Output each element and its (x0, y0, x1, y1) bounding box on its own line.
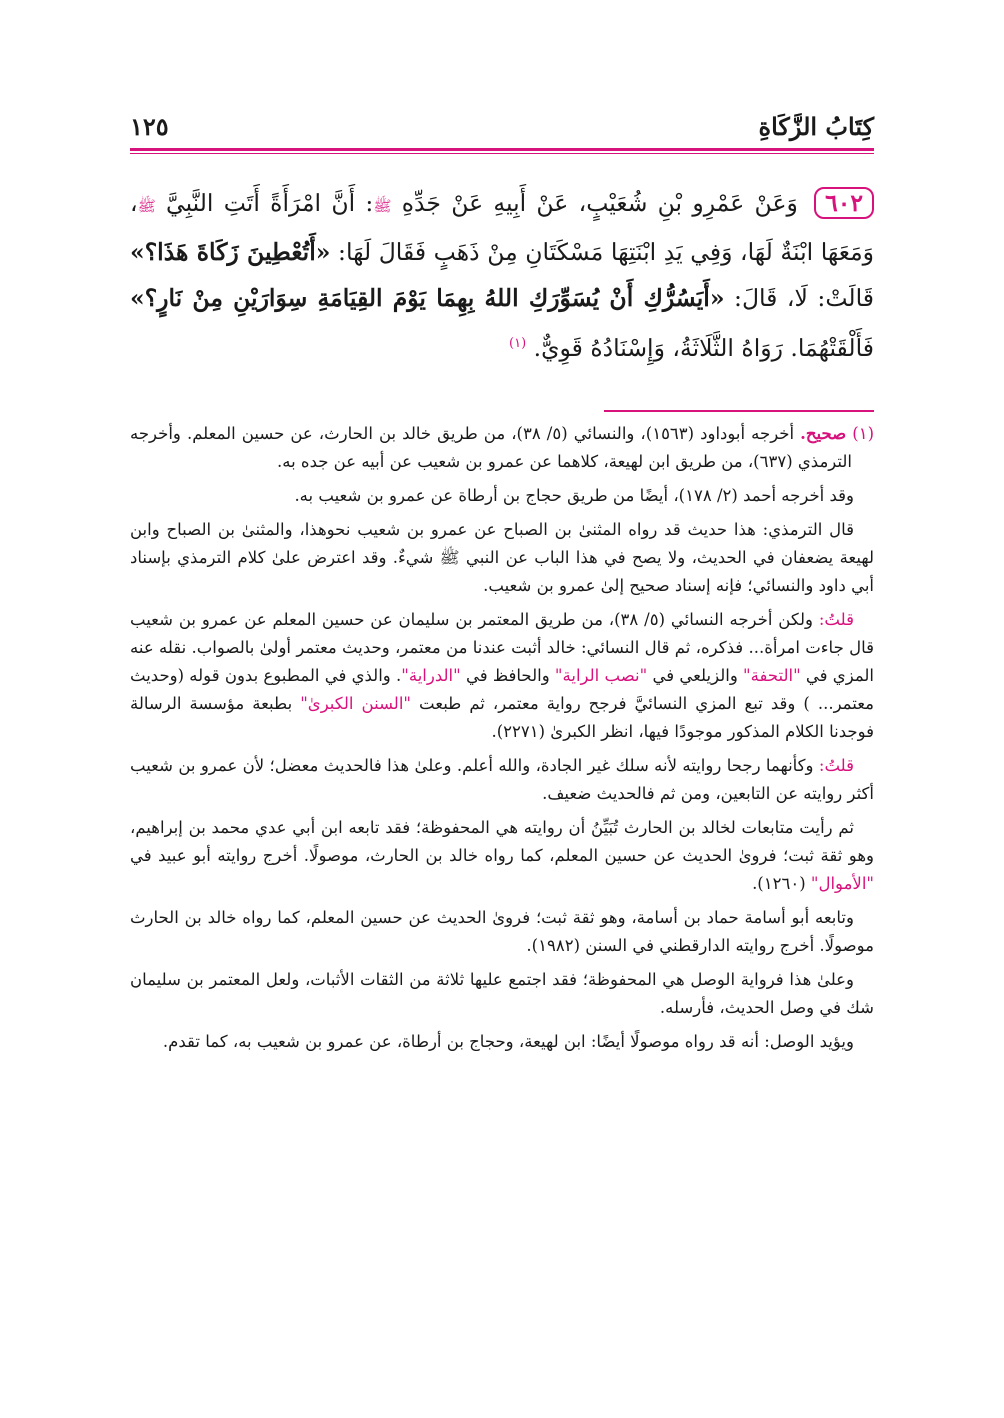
hadith-chain: وَعَنْ عَمْرِو بْنِ شُعَيْبٍ، عَنْ أَبِيهِ عَنْ جَدِّهِ (401, 189, 798, 217)
footnote-paragraph-7: وتابعه أبو أسامة حماد بن أسامة، وهو ثقة ثبت؛ فروىٰ الحديث عن حسين المعلم، كما رواه خالد بن الحارث موصولًا. أخرج روايته الدارقطني في السنن (١٩٨٢). (130, 908, 874, 955)
footnote-paragraph-4 (130, 606, 874, 746)
hadith-number-badge: ٦٠٢ (814, 187, 874, 219)
header-rule-thin (130, 153, 874, 154)
footnote-6-text-a: ثم رأيت متابعات لخالد بن الحارث تُبَيِّنُ أن روايته هي المحفوظة؛ فقد تابعه ابن أبي عدي محمد بن إبراهيم، وهو ثقة ثبت؛ فروىٰ الحديث عن حسين المعلم، كما رواه خالد بن الحارث، موصولًا. أخرج روايته أبو عبيد في (130, 818, 874, 865)
footnote-4-text-e: بطبعة مؤسسة الرسالة فوجدنا الكلام المذكور موجودًا فيها، انظر الكبرىٰ (٢٢٧١). (130, 694, 874, 741)
footnote-paragraph-3: قال الترمذي: هذا حديث قد رواه المثنىٰ بن الصباح عن عمرو بن شعيب نحوهذا، والمثنىٰ بن الصباح وابن لهيعة يضعفان في الحديث، ولا يصح في هذا الباب عن النبي ﷺ شيءٌ. وقد اعترض علىٰ كلام الترمذي بإسناد أبي داود والنسائي؛ فإنه إسناد صحيح إلىٰ عمرو بن شعيب. (130, 520, 874, 595)
footnote-5-text: وكأنهما رجحا روايته لأنه سلك غير الجادة، والله أعلم. وعلىٰ هذا فالحديث معضل؛ لأن عمرو بن شعيب أكثر روايته عن التابعين، ومن ثم فالحديث ضعيف. (130, 756, 874, 803)
honorific-ra-glyph: ﷺ (373, 197, 392, 215)
header-rule-thick (130, 148, 874, 151)
citation-sunan-kubra: "السنن الكبرىٰ" (300, 694, 411, 713)
prophet-quote-2: «أَيَسُرُّكِ أَنْ يُسَوِّرَكِ اللهُ بِهِمَا يَوْمَ القِيَامَةِ سِوَارَيْنِ مِنْ نَارٍ؟» (130, 284, 725, 312)
footnote-reference[interactable]: (١) (509, 336, 527, 351)
footnote-1-grade: صحيح. (800, 424, 847, 443)
prophet-quote-1: «أَتُعْطِينَ زَكَاةَ هَذَا؟» (130, 238, 331, 266)
page-number: ١٢٥ (130, 112, 169, 141)
citation-amwal: "الأموال" (810, 874, 874, 893)
citation-diraya: "الدراية" (401, 666, 461, 685)
footnote-paragraph-2: وقد أخرجه أحمد (٢/ ١٧٨)، أيضًا من طريق حجاج بن أرطاة عن عمرو بن شعيب به. (294, 486, 854, 505)
footnote-paragraph-9: ويؤيد الوصل: أنه قد رواه موصولًا أيضًا: ابن لهيعة، وحجاج بن أرطاة، عن عمرو بن شعيب به، كما تقدم. (162, 1032, 854, 1051)
footnote-1 (130, 420, 874, 476)
footnote-4-text-b: والزيلعي في (652, 666, 738, 685)
honorific-saw-glyph: ﷺ (137, 197, 156, 215)
footnote-4-text-d: . والذي في المطبوع بدون قوله (وحديث معتمر... ) وقد تبع المزي النسائيَّ فرجح رواية معتمر، ثم طبعت (130, 666, 874, 713)
qultu-label-2: قلتُ: (818, 756, 855, 775)
footnote-1-text: أخرجه أبوداود (١٥٦٣)، والنسائي (٥/ ٣٨)، من طريق خالد بن الحارث، عن حسين المعلم. وأخرجه الترمذي (٦٣٧)، من طريق ابن لهيعة، كلاهما عن عمرو بن شعيب عن أبيه عن جده به. (130, 424, 852, 471)
footnote-paragraph-8: وعلىٰ هذا فرواية الوصل هي المحفوظة؛ فقد اجتمع عليها ثلاثة من الثقات الأثبات، ولعل المعتمر بن سليمان شك في وصل الحديث، فأرسله. (130, 970, 874, 1017)
footnote-6-text-b: (١٢٦٠). (752, 874, 806, 893)
footnote-4-text-a: ولكن أخرجه النسائي (٥/ ٣٨)، من طريق المعتمر بن سليمان عن حسين المعلم عن عمرو بن شعيب قال جاءت امرأة... فذكره، ثم قال النسائي: خالد أثبت عندنا من معتمر، وحديث معتمر أولىٰ بالصواب. نقله عنه المزي في (130, 610, 874, 685)
hadith-segment-5: فَأَلْقَتْهُمَا. رَوَاهُ الثَّلَاثَةُ، وَإِسْنَادُهُ قَوِيٌّ. (533, 333, 874, 362)
footnotes (130, 420, 874, 1062)
page-header (130, 112, 874, 146)
qultu-label-1: قلتُ: (818, 610, 854, 629)
citation-tuhfa: "التحفة" (743, 666, 801, 685)
footnote-1-marker: (١) (852, 424, 875, 443)
footnote-paragraph-6 (130, 814, 874, 898)
hadith-segment-3: ، وَمَعَهَا ابْنَةٌ لَهَا، وَفِي يَدِ ابْنَتِهَا مَسْكَتَانِ مِنْ ذَهَبٍ فَقَالَ لَهَا: (130, 189, 875, 266)
footnote-divider (604, 410, 874, 412)
hadith-segment-2: : أَنَّ امْرَأَةً أَتَتِ النَّبِيَّ (166, 189, 374, 217)
footnote-4-text-c: والحافظ في (465, 666, 550, 685)
citation-nasb-alraya: "نصب الراية" (554, 666, 648, 685)
book-title: كِتَابُ الزَّكَاةِ (758, 112, 874, 141)
hadith-segment-4: قَالَتْ: لَا، قَالَ: (734, 284, 874, 312)
footnote-paragraph-5 (130, 752, 874, 808)
hadith-text (130, 180, 874, 371)
